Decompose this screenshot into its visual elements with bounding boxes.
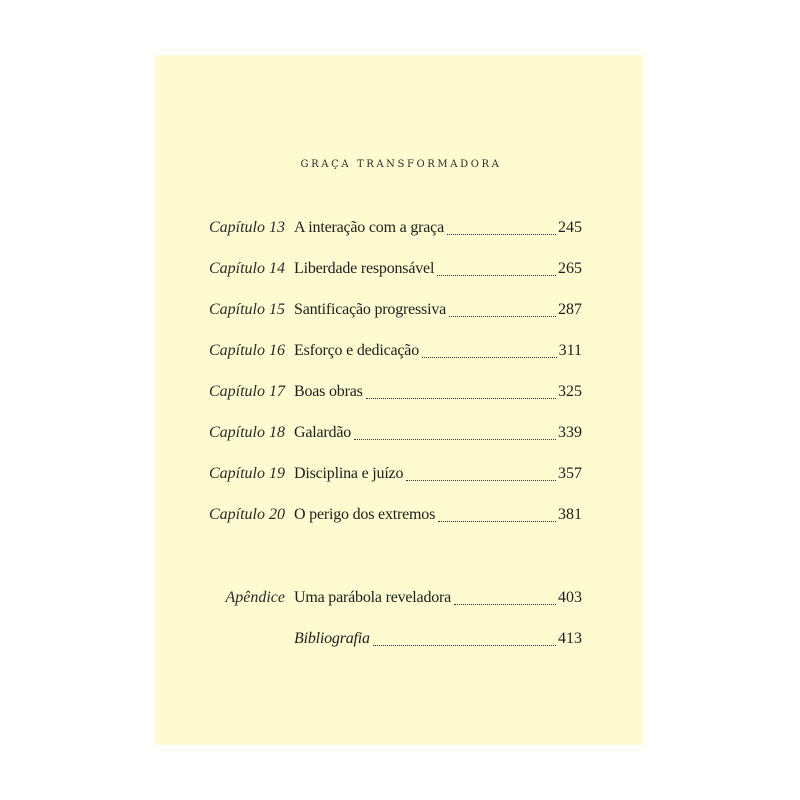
toc-entry [155,587,643,609]
dot-leader [366,397,556,399]
toc-entry [155,463,643,485]
toc-entry [155,504,643,526]
page-number: 325 [558,383,582,400]
chapter-label: Capítulo 14 [208,260,285,277]
page-number: 311 [558,342,582,359]
chapter-label: Capítulo 13 [208,219,285,236]
dot-leader [422,356,557,358]
page-number: 245 [558,219,582,236]
running-head: GRAÇA TRANSFORMADORA [300,159,502,170]
toc-entry [155,258,643,280]
chapter-title: O perigo dos extremos [294,506,436,523]
dot-leader [454,603,556,605]
toc-entry [155,381,643,403]
chapter-label: Capítulo 15 [208,301,285,318]
chapter-label: Capítulo 18 [208,424,285,441]
dot-leader [354,438,556,440]
page-number: 403 [558,589,582,606]
book-page [155,55,643,745]
toc-entry [155,299,643,321]
page-number: 357 [558,465,582,482]
chapter-title: Santificação progressiva [294,301,447,318]
dot-leader [449,315,556,317]
dot-leader [437,274,556,276]
appendix-title: Uma parábola reveladora [294,589,452,606]
dot-leader [373,644,556,646]
chapter-title: Liberdade responsável [294,260,435,277]
chapter-title: Galardão [294,424,352,441]
dot-leader [447,233,556,235]
chapter-title: Esforço e dedicação [294,342,420,359]
dot-leader [406,479,556,481]
appendix-label: Apêndice [225,589,285,606]
chapter-label: Capítulo 17 [208,383,285,400]
dot-leader [438,520,556,522]
page-number: 265 [558,260,582,277]
toc-entry [155,628,643,650]
toc-entry [155,340,643,362]
toc-entry [155,422,643,444]
chapter-title: A interação com a graça [294,219,444,236]
chapter-label: Capítulo 19 [208,465,285,482]
page-number: 339 [558,424,582,441]
page-number: 413 [558,630,582,647]
page-number: 287 [558,301,582,318]
chapter-label: Capítulo 20 [208,506,285,523]
chapter-label: Capítulo 16 [208,342,285,359]
toc-entry [155,217,643,239]
chapter-title: Boas obras [294,383,363,400]
page-number: 381 [558,506,582,523]
bibliography-title: Bibliografia [294,630,370,647]
chapter-title: Disciplina e juízo [294,465,404,482]
